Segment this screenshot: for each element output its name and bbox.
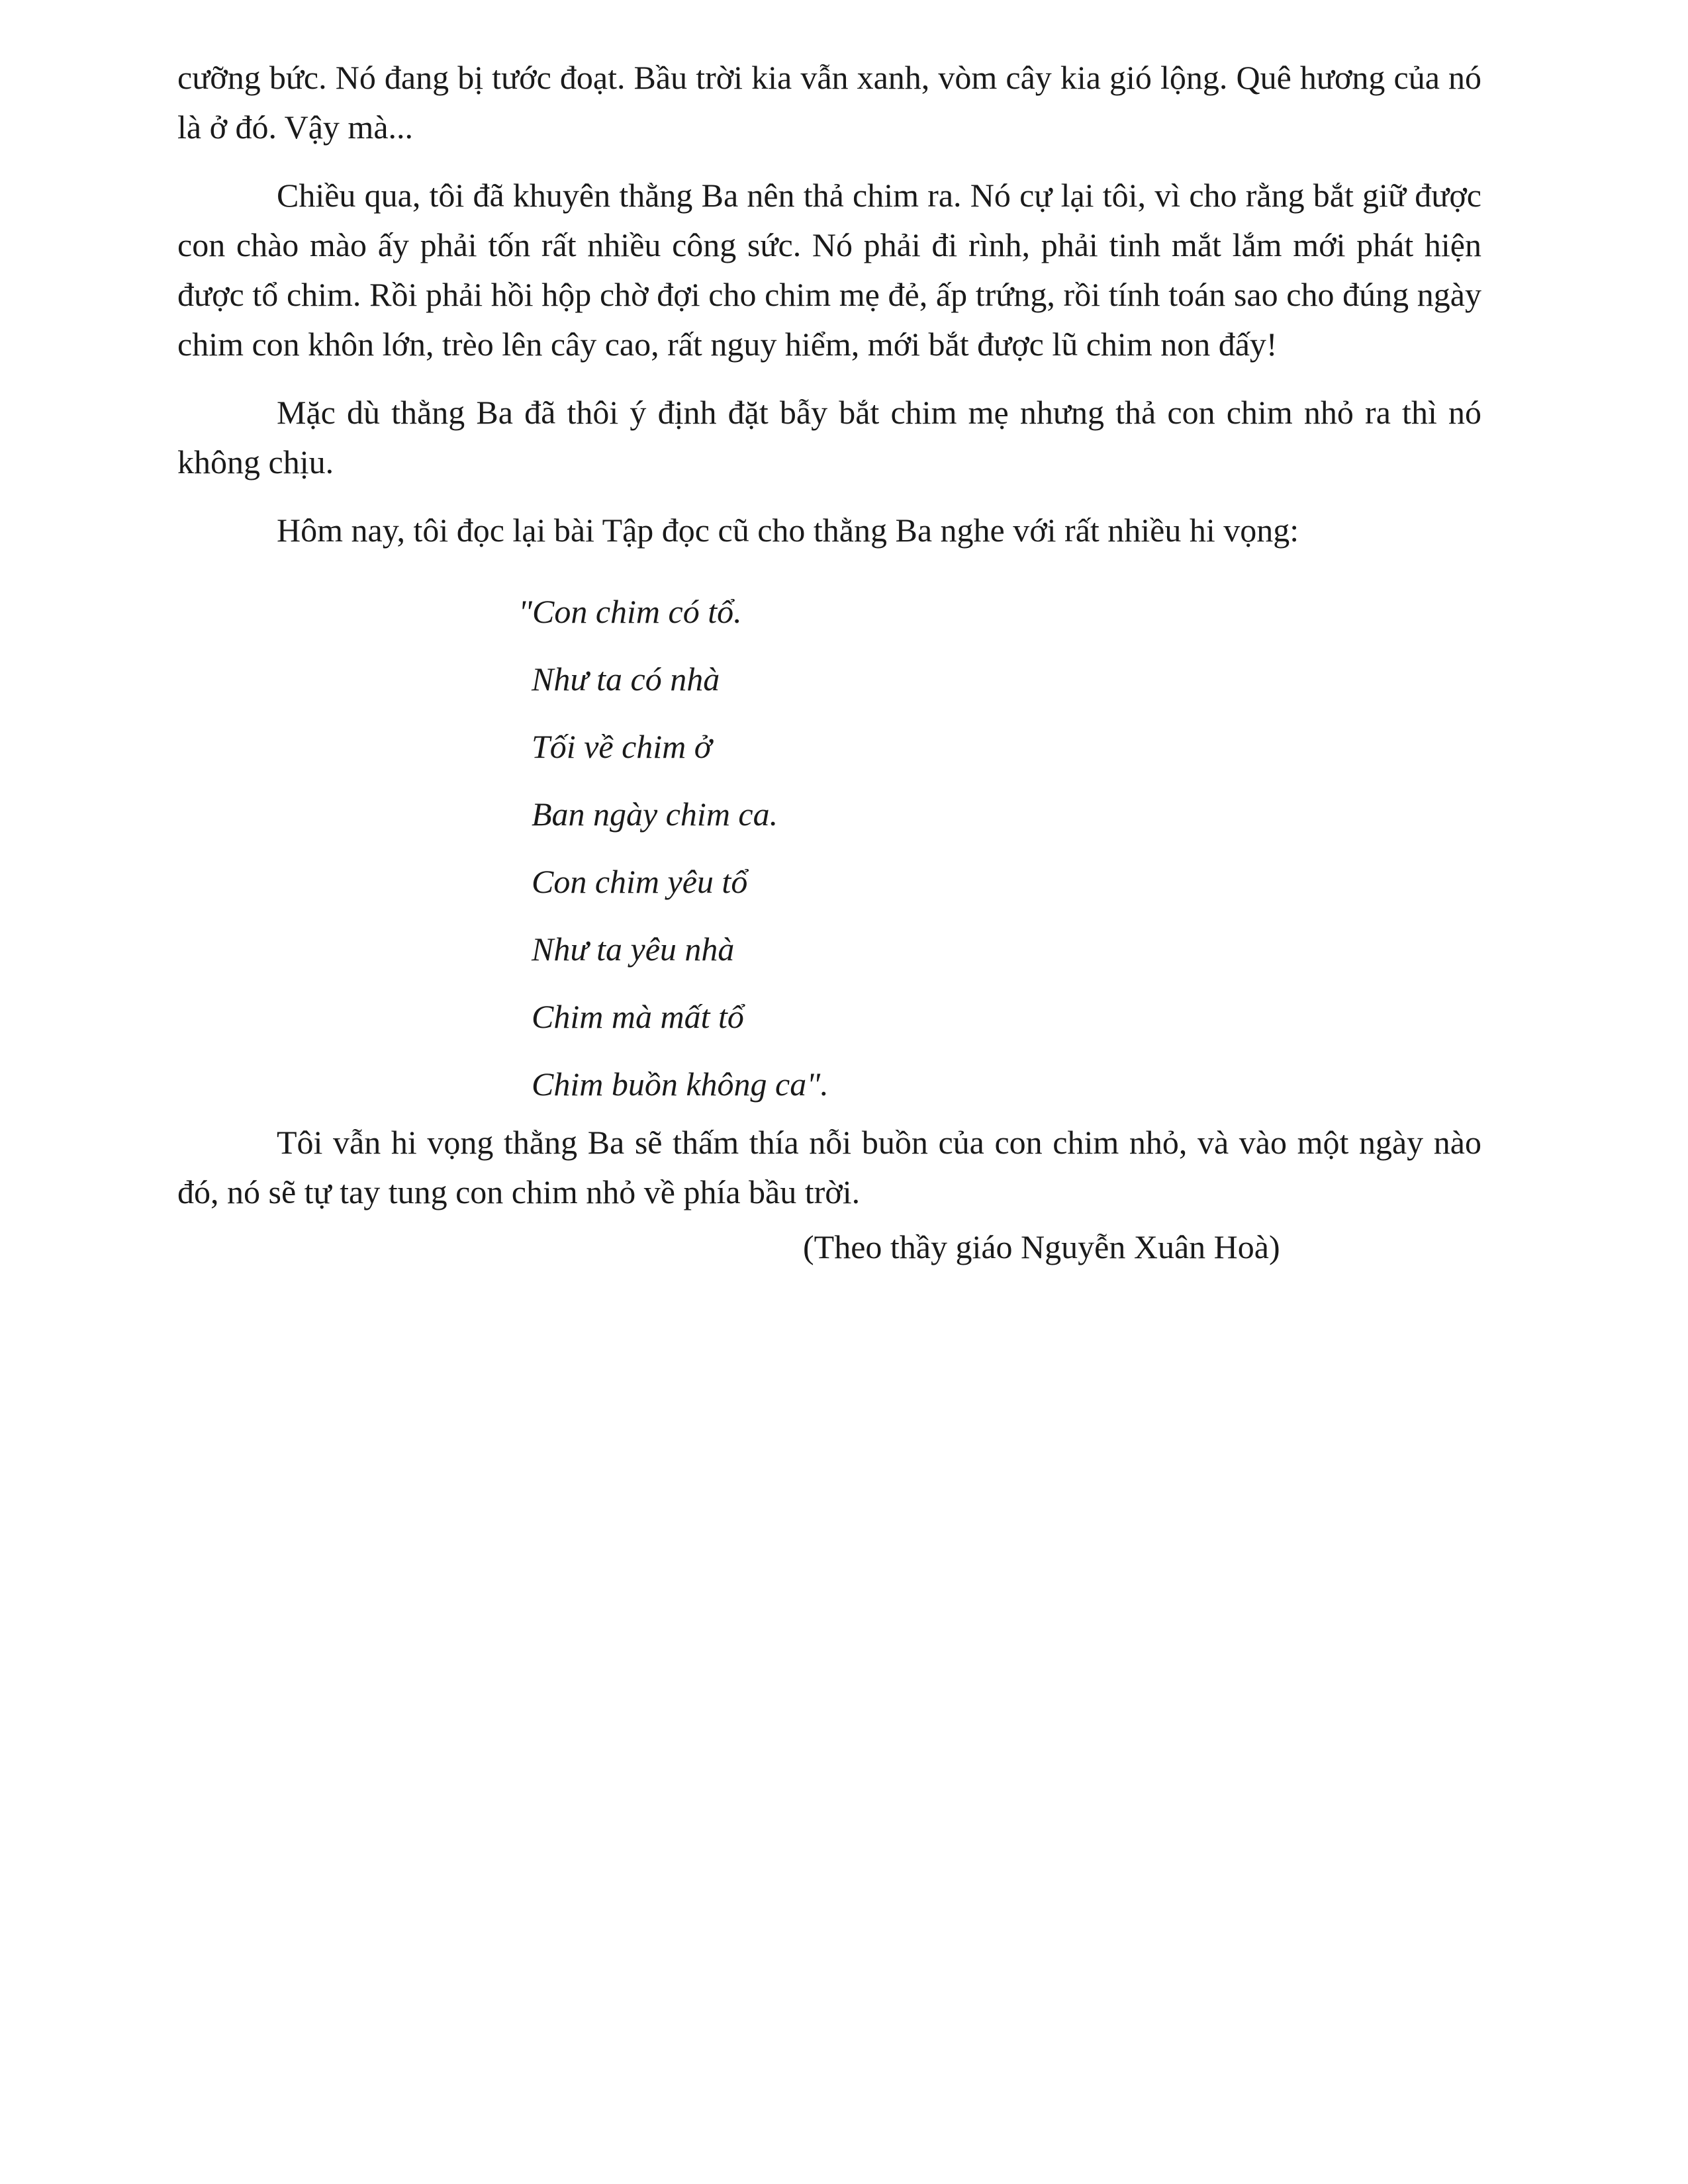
poem-line: Con chim yêu tổ bbox=[532, 863, 748, 900]
paragraph-closing: Tôi vẫn hi vọng thằng Ba sẽ thấm thía nỗi buồn của con chim nhỏ, và vào một ngày nào đó, nó sẽ tự tay tung con chim nhỏ về phía bầu trời. bbox=[177, 1124, 1481, 1210]
poem-line: Chim buồn không ca". bbox=[532, 1066, 829, 1103]
paragraph-refusal: Mặc dù thằng Ba đã thôi ý định đặt bẫy bắt chim mẹ nhưng thả con chim nhỏ ra thì nó không chịu. bbox=[177, 394, 1481, 480]
poem-line: Ban ngày chim ca. bbox=[532, 796, 778, 833]
poem-line: "Con chim có tổ. bbox=[518, 593, 742, 630]
attribution: (Theo thầy giáo Nguyễn Xuân Hoà) bbox=[803, 1228, 1280, 1265]
paragraph-continuation: cưỡng bức. Nó đang bị tước đoạt. Bầu trời kia vẫn xanh, vòm cây kia gió lộng. Quê hương của nó là ở đó. Vậy mà... bbox=[177, 59, 1481, 146]
poem-line: Chim mà mất tổ bbox=[532, 998, 744, 1035]
paragraph-yesterday: Chiều qua, tôi đã khuyên thằng Ba nên thả chim ra. Nó cự lại tôi, vì cho rằng bắt giữ được con chào mào ấy phải tốn rất nhiều công sức. Nó phải đi rình, phải tinh mắt lắm mới phát hiện được tổ chim. Rồi phải hồi hộp chờ đợi cho chim mẹ đẻ, ấp trứng, rồi tính toán sao cho đúng ngày chim con khôn lớn, trèo lên cây cao, rất nguy hiểm, mới bắt được lũ chim non đấy! bbox=[177, 177, 1481, 363]
poem-line: Như ta có nhà bbox=[532, 660, 720, 698]
poem-line: Như ta yêu nhà bbox=[532, 931, 735, 968]
paragraph-today: Hôm nay, tôi đọc lại bài Tập đọc cũ cho thằng Ba nghe với rất nhiều hi vọng: bbox=[277, 512, 1299, 549]
poem-line: Tối về chim ở bbox=[532, 728, 712, 765]
text-body bbox=[177, 53, 1481, 1272]
poem bbox=[177, 578, 1481, 1118]
